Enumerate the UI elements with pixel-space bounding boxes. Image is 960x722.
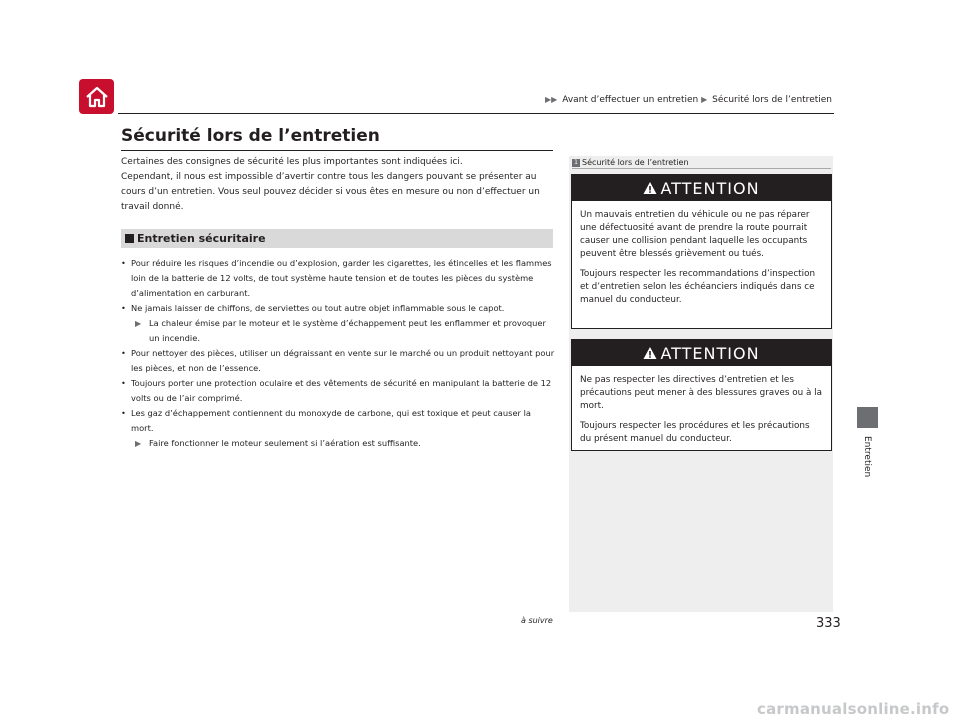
intro-text (121, 155, 555, 215)
list-item-text: Les gaz d’échappement contiennent du monoxyde de carbone, qui est toxique et peut causer la mort. (131, 408, 532, 433)
warning-body (572, 366, 831, 459)
safety-list (121, 256, 555, 451)
warning-paragraph: Toujours respecter les procédures et les précautions du présent manuel du conducteur. (580, 421, 810, 444)
home-icon (85, 86, 109, 108)
warning-box (571, 174, 832, 329)
breadcrumb (545, 95, 832, 105)
sidebar-divider (572, 168, 831, 169)
sidebar-caption-text: Sécurité lors de l’entretien (582, 158, 689, 167)
watermark: carmanualsonline.info (757, 700, 950, 718)
warning-box (571, 339, 832, 451)
header-divider (118, 113, 834, 114)
warning-triangle-icon (643, 181, 657, 195)
arrow-right-icon: ▶ (135, 319, 142, 328)
warning-title: ATTENTION (660, 343, 760, 363)
section-title: Entretien sécuritaire (137, 232, 266, 245)
chevron-right-icon: ▶▶ (545, 95, 558, 104)
list-item-text: Ne jamais laisser de chiffons, de serviettes ou tout autre objet inflammable sous le capot. (131, 303, 505, 313)
list-item-text: Pour nettoyer des pièces, utiliser un dégraissant en vente sur le marché ou un produit nettoyant pour les pièces, et non de l’essence. (131, 348, 555, 373)
bullet-icon: • (121, 378, 126, 388)
list-item (121, 376, 555, 406)
home-button[interactable] (79, 79, 114, 114)
warning-body (572, 201, 831, 320)
warning-paragraph: Un mauvais entretien du véhicule ou ne pas réparer une défectuosité avant de prendre la route pourrait causer une collision pendant laquelle les occupants peuvent être blessés grièvement ou tués. (580, 210, 810, 259)
list-item (121, 406, 555, 436)
warning-header (572, 175, 831, 201)
warning-paragraph: Ne pas respecter les directives d’entretien et les précautions peut mener à des blessures graves ou à la mort. (580, 375, 822, 411)
sidebar-caption (572, 158, 689, 167)
chapter-tab-label: Entretien (862, 436, 872, 478)
list-subitem-text: Faire fonctionner le moteur seulement si l’aération est suffisante. (149, 438, 421, 448)
warning-header (572, 340, 831, 366)
square-bullet-icon (125, 234, 134, 243)
chapter-tab[interactable] (857, 407, 878, 428)
page-title: Sécurité lors de l’entretien (121, 126, 380, 146)
breadcrumb-item[interactable]: Sécurité lors de l’entretien (712, 95, 832, 105)
list-subitem-text: La chaleur émise par le moteur et le système d’échappement peut les enflammer et provoquer un incendie. (149, 318, 546, 343)
warning-title: ATTENTION (660, 178, 760, 198)
list-item-text: Pour réduire les risques d’incendie ou d’explosion, garder les cigarettes, les étincelles et les flammes loin de la batterie de 12 volts, de tout système haute tension et de toutes les pièces du système d’alimentation en carburant. (131, 258, 552, 298)
warning-paragraph: Toujours respecter les recommandations d’inspection et d’entretien selon les échéanciers indiqués dans ce manuel du conducteur. (580, 269, 816, 305)
intro-paragraph: Certaines des consignes de sécurité les plus importantes sont indiquées ici. (121, 157, 463, 167)
continued-note: à suivre (521, 616, 553, 625)
arrow-right-icon: ▶ (135, 439, 142, 448)
section-heading (121, 229, 553, 248)
breadcrumb-item[interactable]: Avant d’effectuer un entretien (562, 95, 699, 105)
list-item (121, 301, 555, 316)
note-number-icon: 1 (572, 159, 580, 167)
list-item-text: Toujours porter une protection oculaire et des vêtements de sécurité en manipulant la batterie de 12 volts ou de l’air comprimé. (131, 378, 552, 403)
bullet-icon: • (121, 258, 126, 268)
page-number: 333 (816, 616, 841, 631)
title-divider (121, 150, 553, 151)
intro-paragraph: Cependant, il nous est impossible d’avertir contre tous les dangers pouvant se présenter au cours d’un entretien. Vous seul pouvez décider si vous êtes en mesure ou non d’effectuer un travail donné. (121, 172, 540, 212)
list-subitem (121, 316, 555, 346)
chevron-right-icon: ▶ (701, 95, 708, 104)
warning-triangle-icon (643, 346, 657, 360)
list-item (121, 256, 555, 301)
bullet-icon: • (121, 408, 126, 418)
list-item (121, 346, 555, 376)
bullet-icon: • (121, 348, 126, 358)
bullet-icon: • (121, 303, 126, 313)
list-subitem (121, 436, 555, 451)
